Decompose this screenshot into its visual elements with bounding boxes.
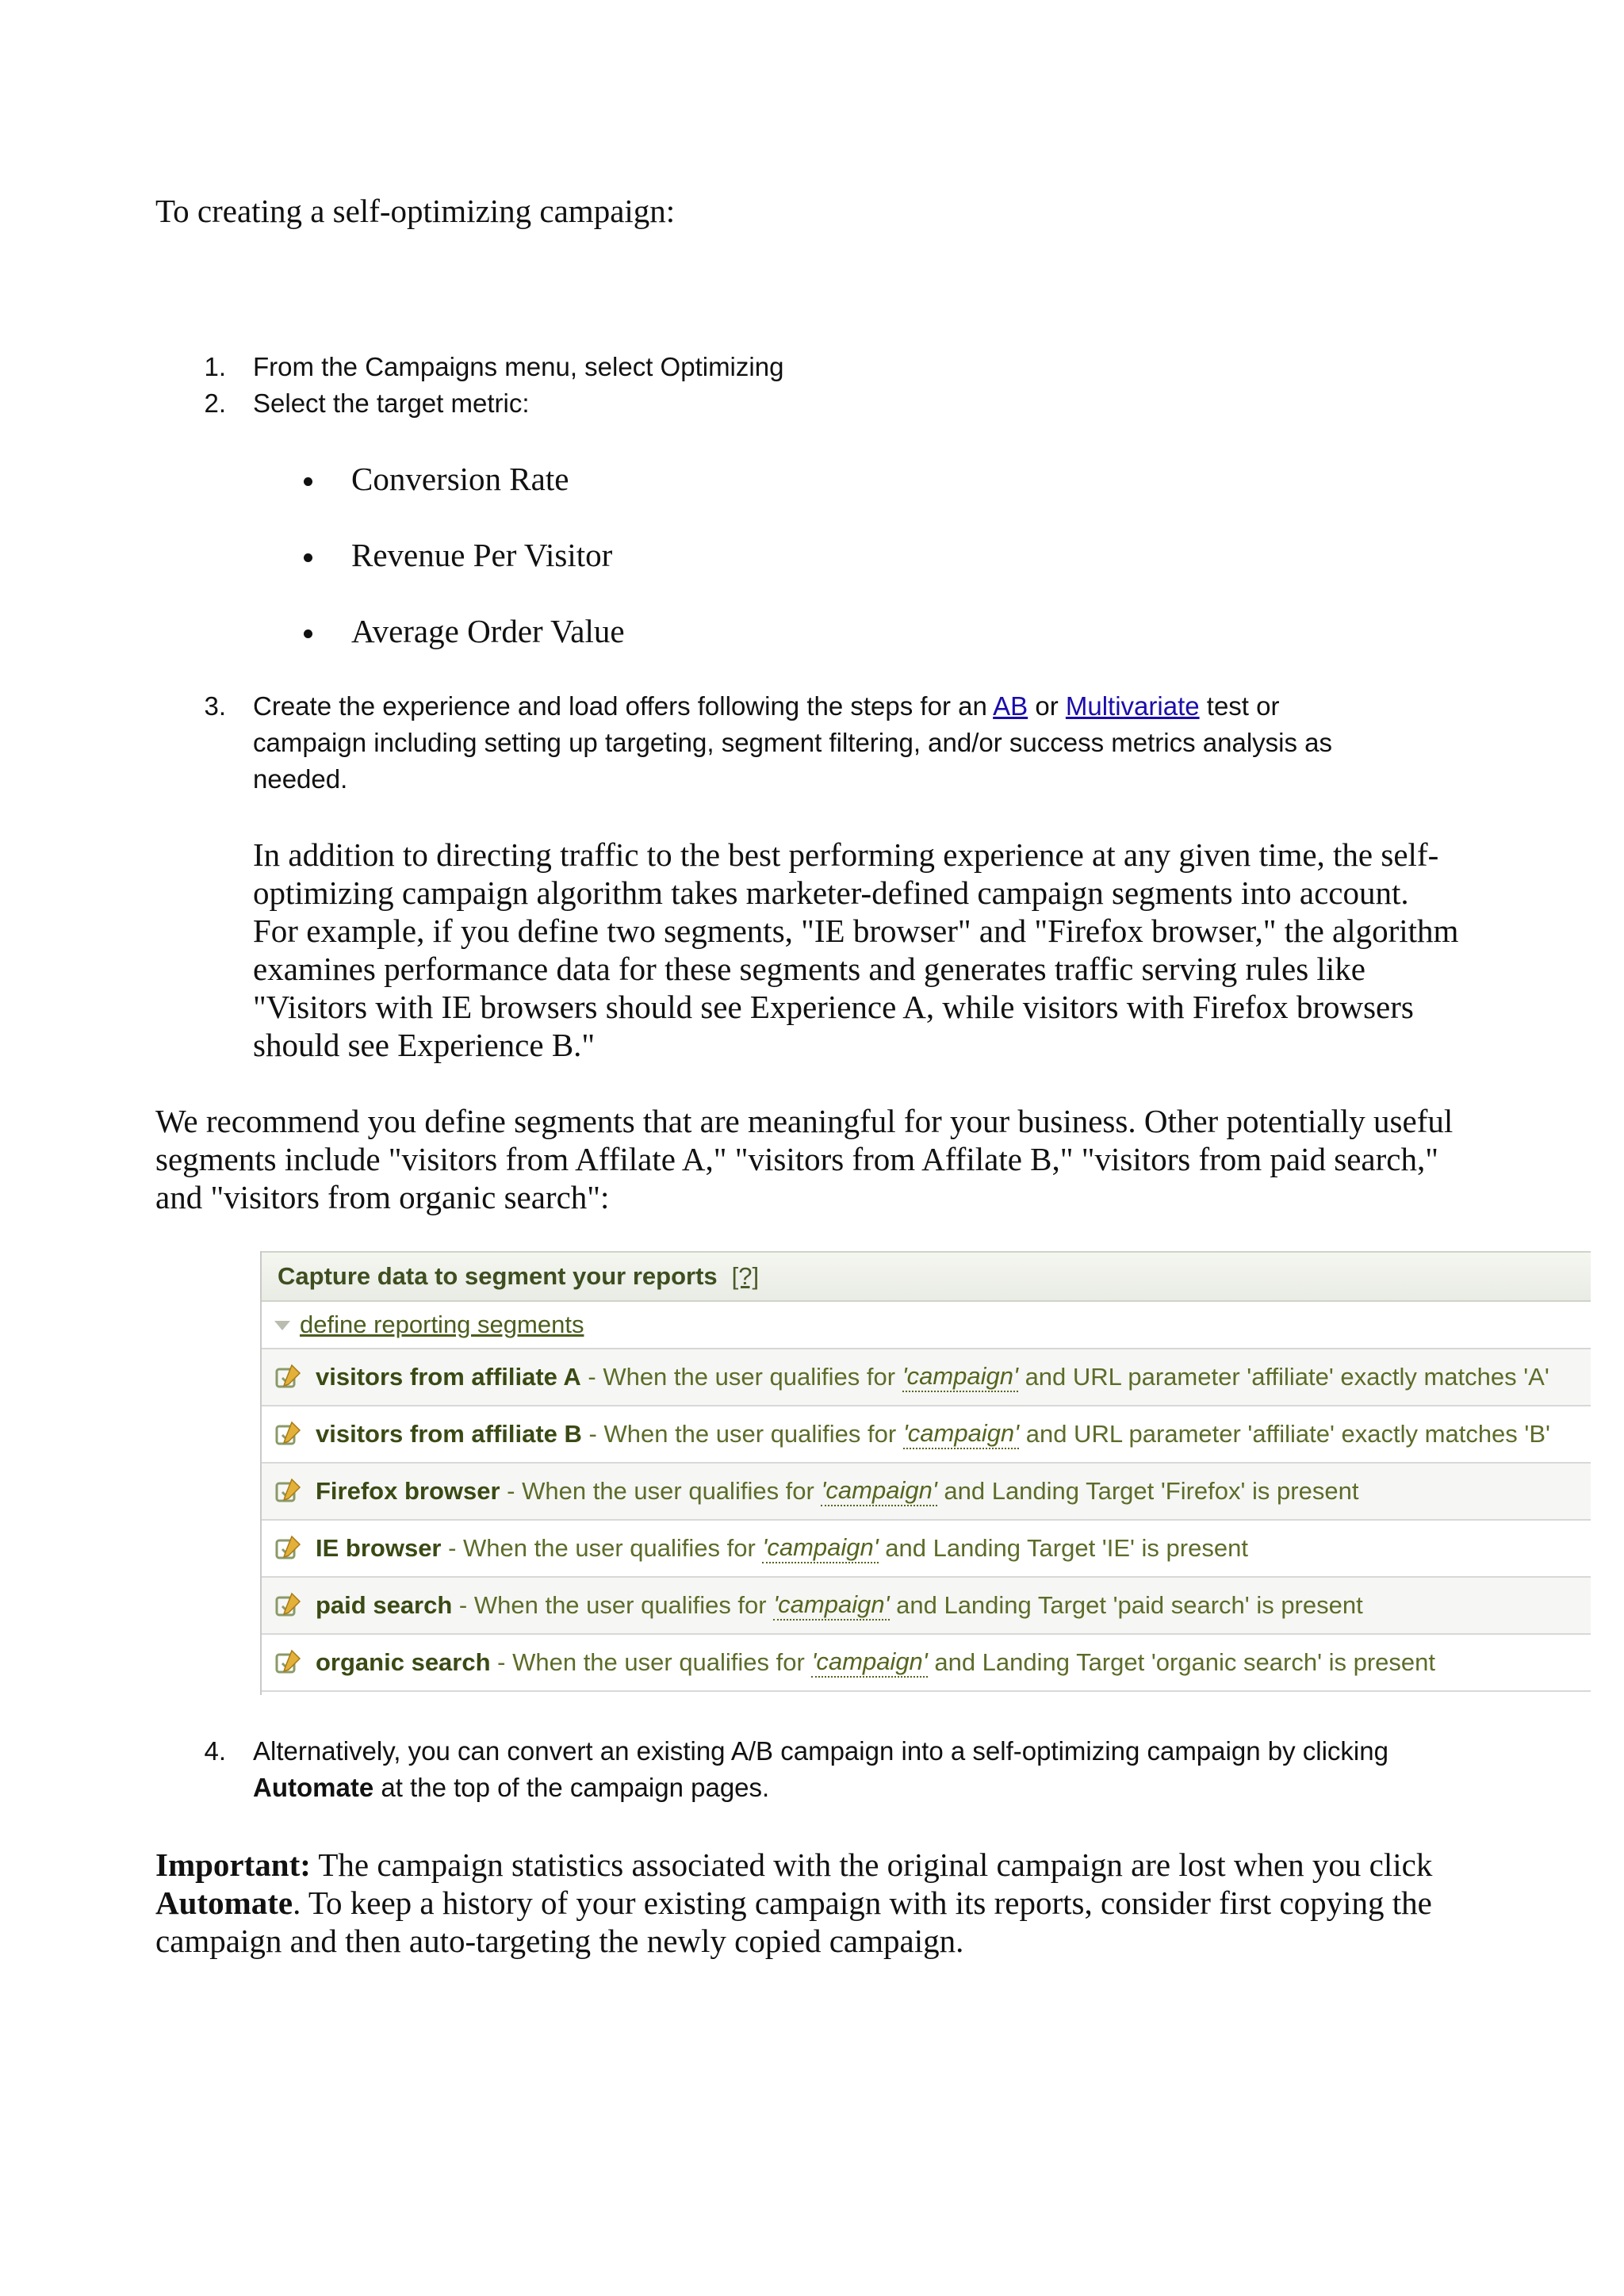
recommend-paragraph	[155, 1102, 1453, 1216]
important-label: Important:	[155, 1846, 311, 1883]
step-3-line-2: campaign including setting up targeting, segment filtering, and/or success metrics analysis as	[253, 728, 1333, 757]
edit-segment-icon[interactable]	[274, 1647, 304, 1678]
edit-segment-icon[interactable]	[274, 1419, 304, 1449]
segment-name[interactable]: visitors from affiliate A	[316, 1363, 581, 1391]
segment-row	[262, 1635, 1591, 1692]
help-link[interactable]: [?]	[731, 1262, 760, 1290]
important-automate-bold: Automate	[155, 1885, 293, 1921]
segment-name[interactable]: paid search	[316, 1591, 453, 1619]
campaign-link[interactable]: 'campaign'	[762, 1533, 878, 1563]
step-1-number: 1.	[204, 352, 226, 381]
campaign-link[interactable]: 'campaign'	[903, 1419, 1019, 1449]
step-4-line-2	[253, 1770, 769, 1806]
expand-triangle-icon[interactable]	[274, 1321, 290, 1330]
bullet-icon	[304, 553, 312, 562]
segment-rule-text: - When the user qualifies for	[581, 1420, 903, 1448]
important-paragraph	[155, 1846, 1432, 1960]
segment-row	[262, 1464, 1591, 1521]
ab-test-link[interactable]: AB	[993, 691, 1028, 721]
segment-rule-condition: and URL parameter 'affiliate' exactly matches 'A'	[1017, 1363, 1549, 1391]
step-4-line-2-text: at the top of the campaign pages.	[373, 1773, 770, 1802]
note-line: should see Experience B."	[253, 1027, 596, 1063]
step-3-line-1	[253, 688, 1279, 725]
segments-panel	[260, 1251, 1591, 1695]
segment-rule-text: - When the user qualifies for	[441, 1534, 763, 1562]
segment-list	[262, 1349, 1591, 1692]
note-line: "Visitors with IE browsers should see Experience A, while visitors with Firefox browsers	[253, 989, 1414, 1025]
note-line: In addition to directing traffic to the best performing experience at any given time, the self-	[253, 836, 1439, 873]
bullet-icon	[304, 477, 312, 486]
campaign-link[interactable]: 'campaign'	[821, 1476, 936, 1506]
segment-rule-text: - When the user qualifies for	[580, 1363, 902, 1391]
step-3-line-3: needed.	[253, 764, 348, 794]
define-segments-link[interactable]: define reporting segments	[300, 1311, 584, 1338]
campaign-link[interactable]: 'campaign'	[902, 1362, 1018, 1392]
step-3-text-end: test or	[1199, 691, 1280, 721]
segment-rule-text: - When the user qualifies for	[500, 1477, 822, 1505]
segment-rule-text: - When the user qualifies for	[490, 1648, 812, 1676]
segment-name[interactable]: Firefox browser	[316, 1477, 500, 1505]
edit-segment-icon[interactable]	[274, 1533, 304, 1563]
automate-bold: Automate	[253, 1773, 374, 1802]
segment-rule-condition: and Landing Target 'organic search' is present	[927, 1648, 1436, 1676]
segment-name[interactable]: organic search	[316, 1648, 491, 1676]
step-1-text: From the Campaigns menu, select Optimizing	[253, 352, 784, 381]
segment-rule-condition: and URL parameter 'affiliate' exactly matches 'B'	[1019, 1420, 1550, 1448]
step-3-or-text: or	[1028, 691, 1066, 721]
important-line-1-text: The campaign statistics associated with the original campaign are lost when you click	[310, 1846, 1433, 1883]
step-2-text: Select the target metric:	[253, 388, 530, 418]
note-line: For example, if you define two segments, "IE browser" and "Firefox browser," the algorithm	[253, 913, 1459, 949]
metric-item: Revenue Per Visitor	[351, 537, 613, 573]
step-4-number: 4.	[204, 1736, 226, 1766]
define-segments-row[interactable]	[262, 1302, 1591, 1349]
segment-rule-text: - When the user qualifies for	[452, 1591, 774, 1619]
step-4-line-1: Alternatively, you can convert an existing A/B campaign into a self-optimizing campaign by clicking	[253, 1736, 1388, 1766]
important-line-2-text: . To keep a history of your existing campaign with its reports, consider first copying the	[293, 1885, 1432, 1921]
important-line-1	[155, 1846, 1432, 1884]
intro-heading: To creating a self-optimizing campaign:	[155, 193, 676, 229]
recommend-line: segments include "visitors from Affilate A," "visitors from Affilate B," "visitors from paid search,"	[155, 1141, 1438, 1177]
segment-rule-condition: and Landing Target 'Firefox' is present	[936, 1477, 1359, 1505]
bullet-icon	[304, 629, 312, 638]
step-3-number: 3.	[204, 691, 226, 721]
edit-segment-icon[interactable]	[274, 1476, 304, 1506]
recommend-line: We recommend you define segments that are meaningful for your business. Other potentially useful	[155, 1103, 1454, 1139]
campaign-link[interactable]: 'campaign'	[773, 1590, 889, 1621]
edit-segment-icon[interactable]	[274, 1590, 304, 1621]
segment-rule-condition: and Landing Target 'IE' is present	[878, 1534, 1248, 1562]
segment-row	[262, 1349, 1591, 1406]
multivariate-test-link[interactable]: Multivariate	[1065, 691, 1200, 721]
campaign-link[interactable]: 'campaign'	[811, 1647, 927, 1678]
step-2-number: 2.	[204, 388, 226, 418]
segment-row	[262, 1578, 1591, 1635]
segment-row	[262, 1406, 1591, 1464]
step-3-note	[253, 836, 1458, 1064]
segment-rule-condition: and Landing Target 'paid search' is present	[889, 1591, 1363, 1619]
panel-header	[262, 1251, 1591, 1302]
metric-item: Conversion Rate	[351, 461, 569, 497]
panel-title: Capture data to segment your reports	[278, 1262, 718, 1290]
important-line-3: campaign and then auto-targeting the newly copied campaign.	[155, 1923, 964, 1959]
segment-name[interactable]: visitors from affiliate B	[316, 1420, 582, 1448]
note-line: examines performance data for these segments and generates traffic serving rules like	[253, 951, 1365, 987]
important-line-2	[155, 1884, 1432, 1922]
segment-name[interactable]: IE browser	[316, 1534, 442, 1562]
segment-row	[262, 1521, 1591, 1578]
metric-item: Average Order Value	[351, 613, 625, 649]
step-3-text: Create the experience and load offers following the steps for an	[253, 691, 994, 721]
edit-segment-icon[interactable]	[274, 1362, 304, 1392]
recommend-line: and "visitors from organic search":	[155, 1179, 610, 1215]
note-line: optimizing campaign algorithm takes marketer-defined campaign segments into account.	[253, 874, 1409, 911]
